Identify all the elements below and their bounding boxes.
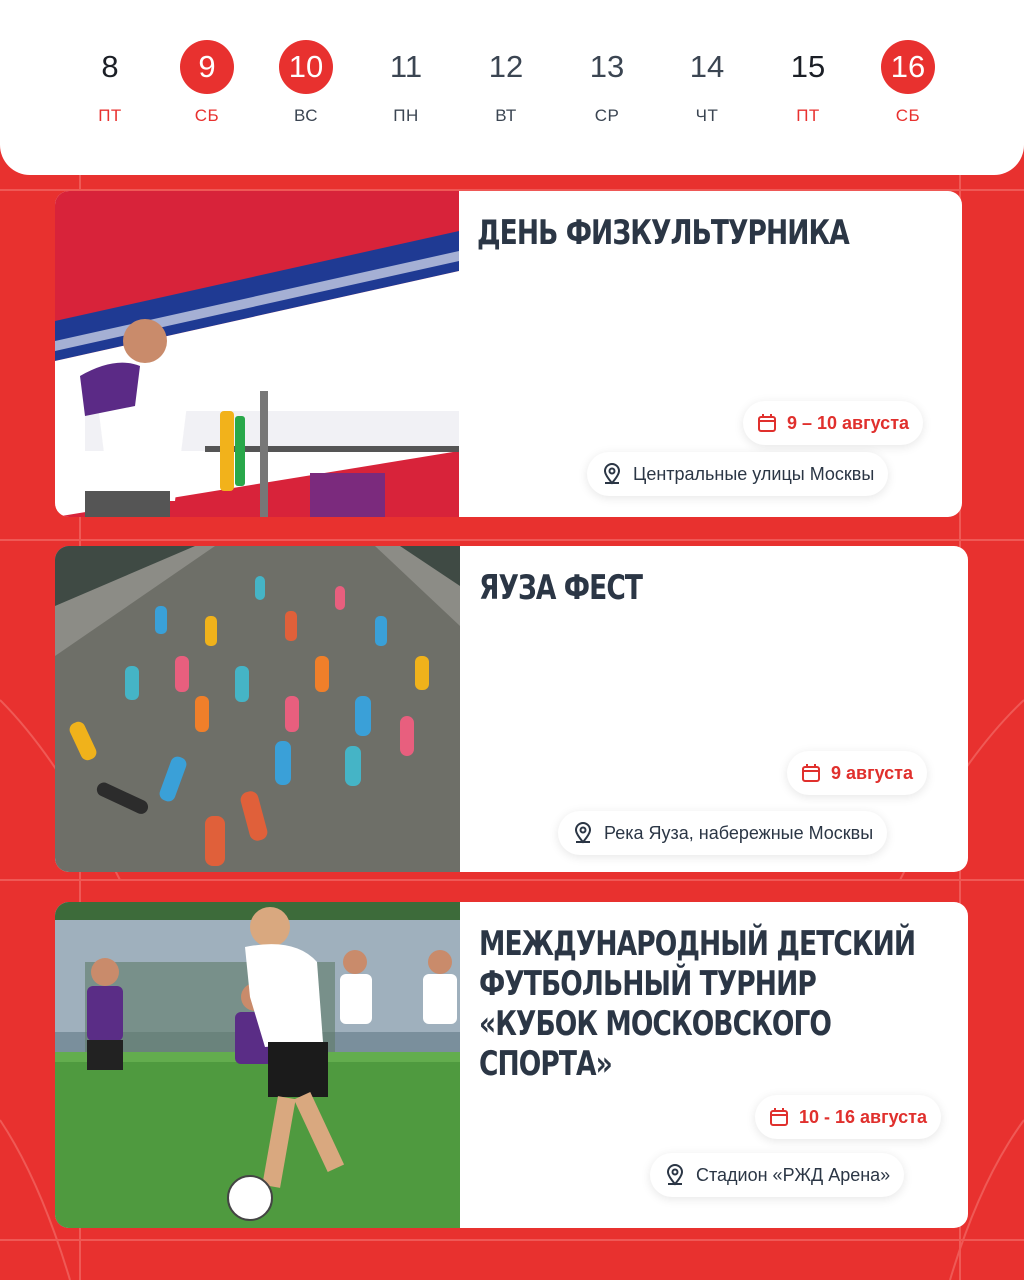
event-location-label: Центральные улицы Москвы — [633, 463, 875, 484]
day-9[interactable] — [167, 40, 247, 126]
event-date — [743, 401, 923, 445]
day-14[interactable] — [667, 40, 747, 126]
day-of-week: ВС — [293, 106, 319, 125]
event-date-label: 9 августа — [831, 762, 913, 783]
day-number: 8 — [101, 49, 119, 84]
day-number: 14 — [689, 49, 725, 84]
event-title: ЯУЗА ФЕСТ — [479, 568, 643, 608]
event-location — [558, 811, 887, 855]
day-15[interactable] — [768, 40, 848, 126]
day-12[interactable] — [466, 40, 546, 126]
event-location-label: Стадион «РЖД Арена» — [696, 1164, 891, 1185]
event-date — [787, 751, 927, 795]
event-date — [755, 1095, 941, 1139]
day-16[interactable] — [868, 40, 948, 126]
day-8[interactable] — [70, 40, 150, 126]
day-number: 10 — [279, 40, 333, 94]
day-of-week: СБ — [895, 106, 921, 125]
day-10[interactable] — [266, 40, 346, 126]
event-photo — [55, 902, 460, 1228]
day-of-week: ПТ — [98, 106, 122, 125]
event-location — [650, 1153, 904, 1197]
day-of-week: ЧТ — [695, 106, 719, 125]
event-photo — [55, 191, 459, 517]
day-number: 12 — [488, 49, 524, 84]
day-of-week: ПН — [393, 106, 419, 125]
calendar-icon — [769, 1107, 789, 1127]
calendar-icon — [801, 763, 821, 783]
day-number: 11 — [389, 49, 423, 84]
day-number: 9 — [180, 40, 234, 94]
day-number: 13 — [589, 49, 625, 84]
day-number: 15 — [790, 49, 826, 84]
day-number: 16 — [881, 40, 935, 94]
day-of-week: ВТ — [495, 106, 517, 125]
event-card[interactable] — [55, 191, 962, 517]
event-card[interactable] — [55, 902, 968, 1228]
event-location-label: Река Яуза, набережные Москвы — [604, 822, 874, 843]
event-title: ДЕНЬ ФИЗКУЛЬТУРНИКА — [477, 213, 849, 253]
event-photo — [55, 546, 460, 872]
date-strip — [0, 0, 1024, 175]
event-title: МЕЖДУНАРОДНЫЙ ДЕТСКИЙ ФУТБОЛЬНЫЙ ТУРНИР «КУБОК МОСКОВСКОГО СПОРТА» — [479, 924, 916, 1084]
day-13[interactable] — [567, 40, 647, 126]
event-date-label: 9 – 10 августа — [787, 412, 910, 433]
location-pin-icon — [572, 822, 594, 844]
day-of-week: СБ — [194, 106, 220, 125]
location-pin-icon — [664, 1164, 686, 1186]
day-11[interactable] — [366, 40, 446, 126]
calendar-icon — [757, 413, 777, 433]
day-of-week: ПТ — [796, 106, 820, 125]
event-date-label: 10 - 16 августа — [799, 1106, 928, 1127]
event-card[interactable] — [55, 546, 968, 872]
day-of-week: СР — [594, 106, 620, 125]
event-location — [587, 452, 888, 496]
location-pin-icon — [601, 463, 623, 485]
